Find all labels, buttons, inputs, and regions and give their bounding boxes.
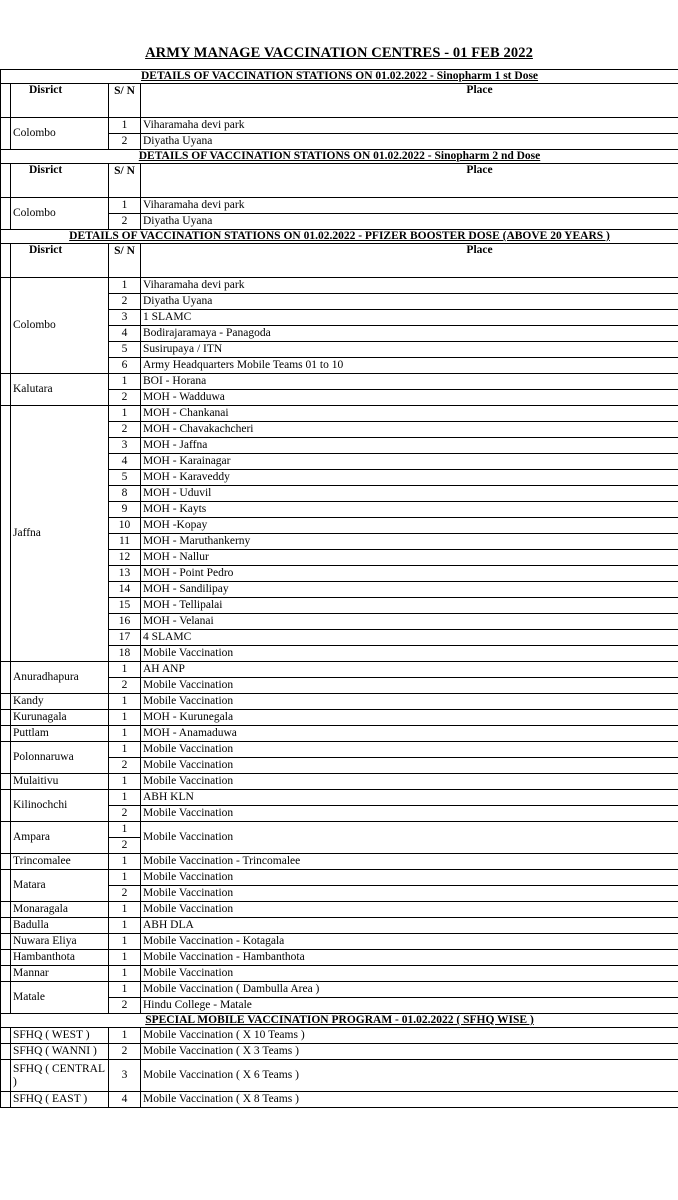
table-row: [1, 870, 678, 886]
sn-cell: 1: [109, 934, 141, 950]
column-header-row: [1, 84, 678, 118]
column-header-district: Disrict: [11, 84, 109, 118]
place-cell: Mobile Vaccination ( X 8 Teams ): [141, 1092, 678, 1108]
sn-cell: 2: [109, 134, 141, 150]
place-cell: Viharamaha devi park: [141, 198, 678, 214]
sn-cell: 3: [109, 438, 141, 454]
sn-cell: 9: [109, 502, 141, 518]
place-cell: Mobile Vaccination - Kotagala: [141, 934, 678, 950]
sn-cell: 2: [109, 422, 141, 438]
table-row: [1, 278, 678, 294]
sn-cell: 2: [109, 390, 141, 406]
place-cell: Mobile Vaccination ( Dambulla Area ): [141, 982, 678, 998]
district-cell: Mulaitivu: [11, 774, 109, 790]
row-number-cell: [1, 822, 11, 854]
sn-cell: 1: [109, 374, 141, 390]
place-cell: MOH - Velanai: [141, 614, 678, 630]
place-cell: Mobile Vaccination: [141, 886, 678, 902]
section-heading-row: [1, 1014, 678, 1028]
sn-cell: 1: [109, 742, 141, 758]
place-cell: ABH DLA: [141, 918, 678, 934]
column-header-no: [1, 244, 11, 278]
place-cell: MOH - Kurunegala: [141, 710, 678, 726]
sn-cell: 1: [109, 406, 141, 422]
place-cell: 1 SLAMC: [141, 310, 678, 326]
sn-cell: 1: [109, 278, 141, 294]
table-row: [1, 694, 678, 710]
table-row: [1, 918, 678, 934]
place-cell: 4 SLAMC: [141, 630, 678, 646]
row-number-cell: [1, 278, 11, 374]
sn-cell: 1: [109, 694, 141, 710]
place-cell: BOI - Horana: [141, 374, 678, 390]
column-header-district: Disrict: [11, 164, 109, 198]
table-row: [1, 1092, 678, 1108]
column-header-place: Place: [141, 244, 678, 278]
place-cell: Mobile Vaccination: [141, 806, 678, 822]
document-title: ARMY MANAGE VACCINATION CENTRES - 01 FEB 2022: [145, 45, 533, 61]
place-cell: MOH - Karaveddy: [141, 470, 678, 486]
sn-cell: 5: [109, 342, 141, 358]
place-cell: MOH - Point Pedro: [141, 566, 678, 582]
vaccination-centres-table: [0, 69, 678, 1108]
sn-cell: 1: [109, 950, 141, 966]
row-number-cell: [1, 198, 11, 230]
table-row: [1, 902, 678, 918]
row-number-cell: [1, 694, 11, 710]
table-row: [1, 774, 678, 790]
district-cell: Polonnaruwa: [11, 742, 109, 774]
row-number-cell: [1, 950, 11, 966]
row-number-cell: [1, 710, 11, 726]
column-header-row: [1, 164, 678, 198]
place-cell: Mobile Vaccination - Hambanthota: [141, 950, 678, 966]
sn-cell: 2: [109, 1044, 141, 1060]
district-cell: SFHQ ( CENTRAL ): [11, 1060, 109, 1092]
place-cell: MOH - Nallur: [141, 550, 678, 566]
sn-cell: 1: [109, 822, 141, 838]
table-row: [1, 1028, 678, 1044]
table-row: [1, 1044, 678, 1060]
sn-cell: 6: [109, 358, 141, 374]
district-cell: Kurunagala: [11, 710, 109, 726]
place-cell: Viharamaha devi park: [141, 118, 678, 134]
place-cell: MOH -Kopay: [141, 518, 678, 534]
place-cell: ABH KLN: [141, 790, 678, 806]
row-number-cell: [1, 790, 11, 822]
row-number-cell: [1, 870, 11, 902]
table-row: [1, 1060, 678, 1092]
section-heading: DETAILS OF VACCINATION STATIONS ON 01.02.2022 - Sinopharm 2 nd Dose: [1, 150, 678, 164]
row-number-cell: [1, 982, 11, 1014]
place-cell: Mobile Vaccination: [141, 646, 678, 662]
sn-cell: 4: [109, 454, 141, 470]
table-row: [1, 982, 678, 998]
district-cell: Colombo: [11, 198, 109, 230]
district-cell: Colombo: [11, 278, 109, 374]
district-cell: Anuradhapura: [11, 662, 109, 694]
sn-cell: 15: [109, 598, 141, 614]
table-row: [1, 662, 678, 678]
table-row: [1, 966, 678, 982]
district-cell: SFHQ ( WANNI ): [11, 1044, 109, 1060]
place-cell: AH ANP: [141, 662, 678, 678]
section-heading-row: [1, 230, 678, 244]
sn-cell: 1: [109, 710, 141, 726]
place-cell: MOH - Maruthankerny: [141, 534, 678, 550]
table-row: [1, 406, 678, 422]
place-cell: Mobile Vaccination: [141, 966, 678, 982]
place-cell: Diyatha Uyana: [141, 214, 678, 230]
section-heading-row: [1, 150, 678, 164]
sn-cell: 1: [109, 918, 141, 934]
district-cell: Kilinochchi: [11, 790, 109, 822]
place-cell: MOH - Tellipalai: [141, 598, 678, 614]
district-cell: Hambanthota: [11, 950, 109, 966]
place-cell: MOH - Anamaduwa: [141, 726, 678, 742]
place-cell: Mobile Vaccination ( X 10 Teams ): [141, 1028, 678, 1044]
sn-cell: 2: [109, 806, 141, 822]
place-cell: MOH - Jaffna: [141, 438, 678, 454]
sn-cell: 1: [109, 982, 141, 998]
table-row: [1, 854, 678, 870]
place-cell: MOH - Chavakachcheri: [141, 422, 678, 438]
row-number-cell: [1, 918, 11, 934]
table-row: [1, 790, 678, 806]
place-cell: MOH - Karainagar: [141, 454, 678, 470]
row-number-cell: [1, 966, 11, 982]
column-header-no: [1, 164, 11, 198]
place-cell: Diyatha Uyana: [141, 134, 678, 150]
sn-cell: 3: [109, 310, 141, 326]
place-cell: Mobile Vaccination: [141, 742, 678, 758]
row-number-cell: [1, 374, 11, 406]
sn-cell: 4: [109, 1092, 141, 1108]
place-cell: Viharamaha devi park: [141, 278, 678, 294]
sn-cell: 1: [109, 774, 141, 790]
column-header-row: [1, 244, 678, 278]
district-cell: Puttlam: [11, 726, 109, 742]
district-cell: SFHQ ( EAST ): [11, 1092, 109, 1108]
place-cell: Mobile Vaccination ( X 3 Teams ): [141, 1044, 678, 1060]
table-row: [1, 710, 678, 726]
sn-cell: 1: [109, 870, 141, 886]
column-header-sn: S/ N: [109, 164, 141, 198]
sn-cell: 13: [109, 566, 141, 582]
row-number-cell: [1, 902, 11, 918]
place-cell: MOH - Wadduwa: [141, 390, 678, 406]
place-cell: MOH - Sandilipay: [141, 582, 678, 598]
district-cell: Kandy: [11, 694, 109, 710]
column-header-sn: S/ N: [109, 84, 141, 118]
row-number-cell: [1, 854, 11, 870]
sn-cell: 17: [109, 630, 141, 646]
place-cell: Diyatha Uyana: [141, 294, 678, 310]
sn-cell: 2: [109, 886, 141, 902]
place-cell: Mobile Vaccination: [141, 678, 678, 694]
row-number-cell: [1, 726, 11, 742]
district-cell: Mannar: [11, 966, 109, 982]
row-number-cell: [1, 1044, 11, 1060]
sn-cell: 16: [109, 614, 141, 630]
sn-cell: 1: [109, 662, 141, 678]
row-number-cell: [1, 118, 11, 150]
district-cell: SFHQ ( WEST ): [11, 1028, 109, 1044]
sn-cell: 11: [109, 534, 141, 550]
sn-cell: 2: [109, 678, 141, 694]
sn-cell: 5: [109, 470, 141, 486]
sn-cell: 1: [109, 966, 141, 982]
sn-cell: 10: [109, 518, 141, 534]
sn-cell: 2: [109, 998, 141, 1014]
district-cell: Badulla: [11, 918, 109, 934]
row-number-cell: [1, 662, 11, 694]
district-cell: Trincomalee: [11, 854, 109, 870]
row-number-cell: [1, 1092, 11, 1108]
sn-cell: 2: [109, 294, 141, 310]
table-row: [1, 950, 678, 966]
section-heading-row: [1, 70, 678, 84]
table-row: [1, 198, 678, 214]
district-cell: Jaffna: [11, 406, 109, 662]
column-header-sn: S/ N: [109, 244, 141, 278]
place-cell: Mobile Vaccination: [141, 870, 678, 886]
sn-cell: 1: [109, 1028, 141, 1044]
place-cell: Mobile Vaccination: [141, 758, 678, 774]
sn-cell: 4: [109, 326, 141, 342]
sn-cell: 1: [109, 118, 141, 134]
row-number-cell: [1, 774, 11, 790]
sn-cell: 18: [109, 646, 141, 662]
table-row: [1, 374, 678, 390]
table-row: [1, 118, 678, 134]
row-number-cell: [1, 742, 11, 774]
place-cell: Bodirajaramaya - Panagoda: [141, 326, 678, 342]
district-cell: Kalutara: [11, 374, 109, 406]
row-number-cell: [1, 1060, 11, 1092]
column-header-place: Place: [141, 164, 678, 198]
place-cell: Hindu College - Matale: [141, 998, 678, 1014]
district-cell: Monaragala: [11, 902, 109, 918]
sn-cell: 2: [109, 838, 141, 854]
column-header-no: [1, 84, 11, 118]
sn-cell: 1: [109, 854, 141, 870]
column-header-district: Disrict: [11, 244, 109, 278]
table-row: [1, 822, 678, 838]
place-cell: Mobile Vaccination ( X 6 Teams ): [141, 1060, 678, 1092]
section-heading: SPECIAL MOBILE VACCINATION PROGRAM - 01.02.2022 ( SFHQ WISE ): [1, 1014, 678, 1028]
sn-cell: 14: [109, 582, 141, 598]
place-cell: Mobile Vaccination - Trincomalee: [141, 854, 678, 870]
row-number-cell: [1, 1028, 11, 1044]
section-heading: DETAILS OF VACCINATION STATIONS ON 01.02.2022 - PFIZER BOOSTER DOSE (ABOVE 20 YEARS ): [1, 230, 678, 244]
district-cell: Nuwara Eliya: [11, 934, 109, 950]
column-header-place: Place: [141, 84, 678, 118]
district-cell: Colombo: [11, 118, 109, 150]
table-row: [1, 742, 678, 758]
district-cell: Ampara: [11, 822, 109, 854]
place-cell: MOH - Uduvil: [141, 486, 678, 502]
sn-cell: 1: [109, 198, 141, 214]
table-row: [1, 726, 678, 742]
place-cell: MOH - Kayts: [141, 502, 678, 518]
district-cell: Matara: [11, 870, 109, 902]
table-row: [1, 934, 678, 950]
sn-cell: 1: [109, 902, 141, 918]
sn-cell: 12: [109, 550, 141, 566]
sn-cell: 8: [109, 486, 141, 502]
place-cell: Mobile Vaccination: [141, 774, 678, 790]
place-cell: Army Headquarters Mobile Teams 01 to 10: [141, 358, 678, 374]
place-cell: MOH - Chankanai: [141, 406, 678, 422]
sn-cell: 2: [109, 214, 141, 230]
place-cell: Mobile Vaccination: [141, 694, 678, 710]
row-number-cell: [1, 406, 11, 662]
place-cell: Mobile Vaccination: [141, 822, 678, 854]
sn-cell: 1: [109, 726, 141, 742]
place-cell: Mobile Vaccination: [141, 902, 678, 918]
place-cell: Susirupaya / ITN: [141, 342, 678, 358]
sn-cell: 3: [109, 1060, 141, 1092]
section-heading: DETAILS OF VACCINATION STATIONS ON 01.02.2022 - Sinopharm 1 st Dose: [1, 70, 678, 84]
sn-cell: 1: [109, 790, 141, 806]
row-number-cell: [1, 934, 11, 950]
sn-cell: 2: [109, 758, 141, 774]
district-cell: Matale: [11, 982, 109, 1014]
